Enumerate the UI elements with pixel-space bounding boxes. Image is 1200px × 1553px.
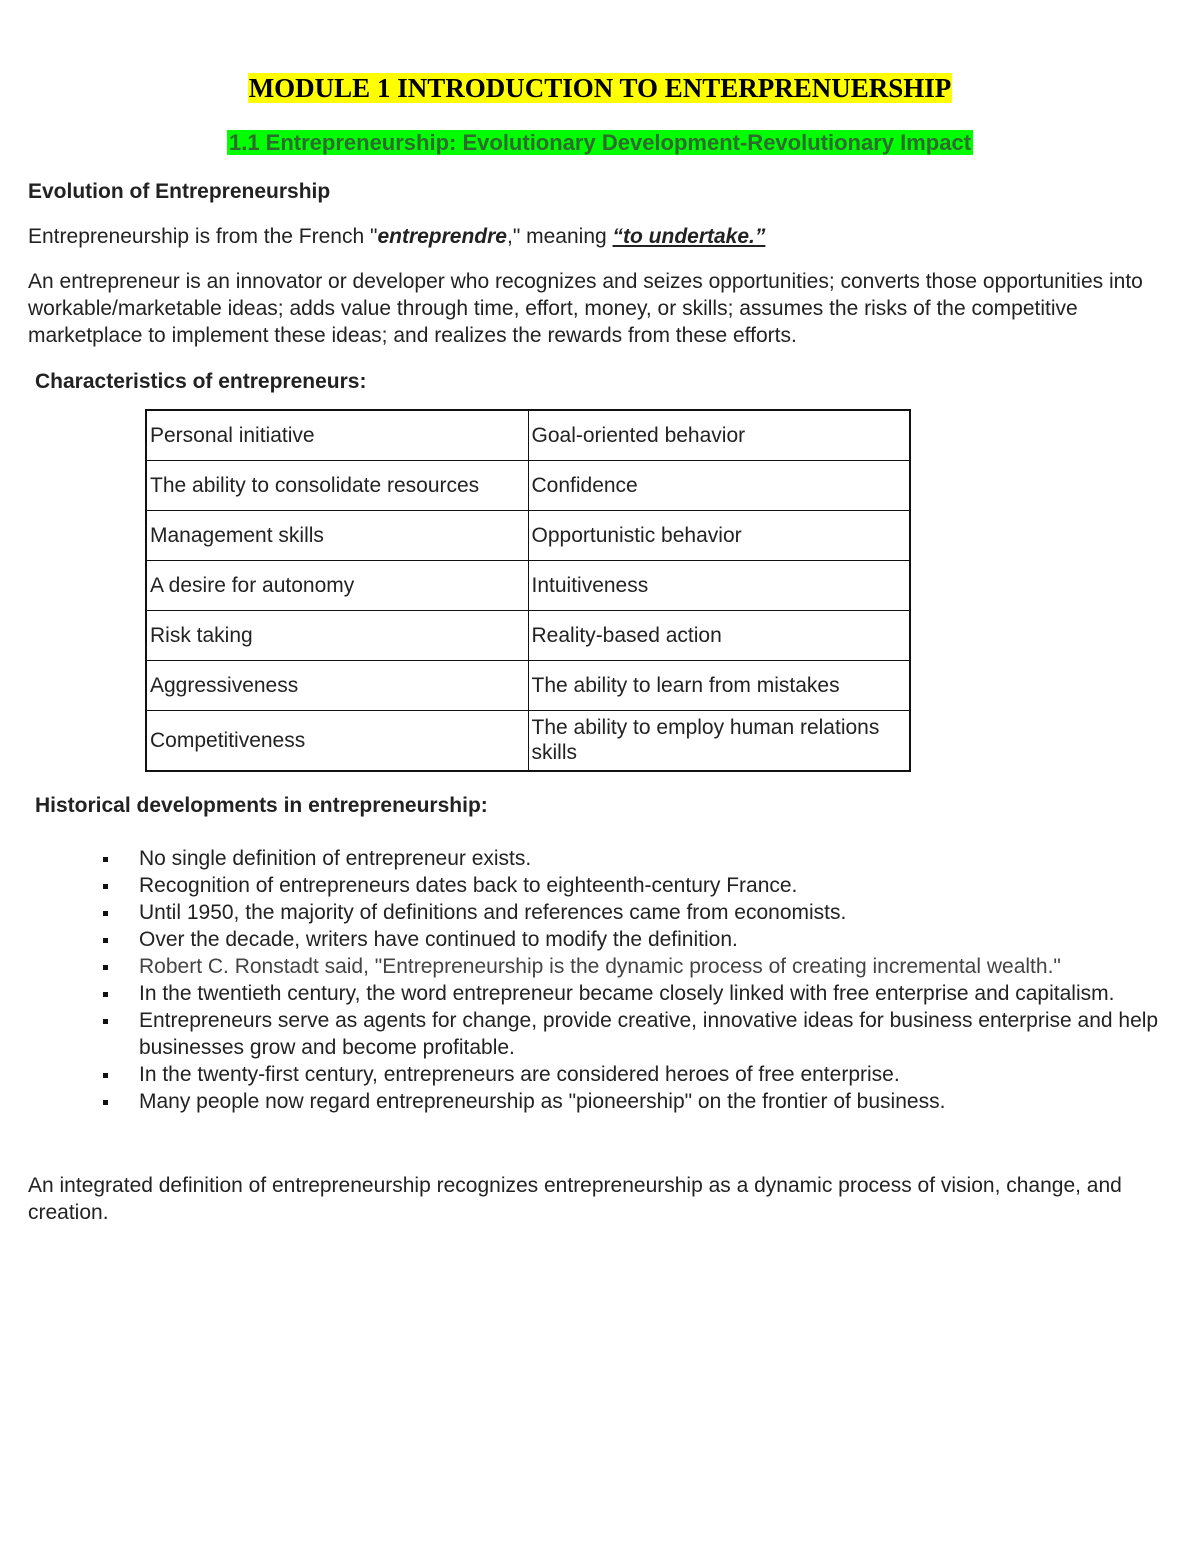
list-item: In the twentieth century, the word entrepreneur became closely linked with free enterprise and capitalism. — [0, 980, 1190, 1007]
historical-heading: Historical developments in entrepreneurship: — [35, 794, 488, 817]
origin-paragraph — [28, 223, 1178, 250]
integrated-definition: An integrated definition of entrepreneurship recognizes entrepreneurship as a dynamic process of vision, change, and creation. — [28, 1174, 1122, 1224]
table-row — [146, 560, 910, 610]
table-cell: Aggressiveness — [146, 660, 528, 710]
table-row — [146, 610, 910, 660]
table-cell: Confidence — [528, 460, 910, 510]
list-item: Robert C. Ronstadt said, "Entrepreneurship is the dynamic process of creating incremental wealth." — [0, 953, 1190, 980]
table-row — [146, 710, 910, 771]
list-item: Entrepreneurs serve as agents for change, provide creative, innovative ideas for business enterprise and help businesses grow and become profitable. — [0, 1007, 1190, 1061]
origin-word: entreprendre — [377, 225, 507, 248]
origin-meaning: “to undertake.” — [612, 225, 766, 248]
table-cell: Reality-based action — [528, 610, 910, 660]
characteristics-table — [145, 409, 911, 772]
module-title — [0, 72, 1200, 104]
list-item: Until 1950, the majority of definitions and references came from economists. — [0, 899, 1190, 926]
table-row — [146, 510, 910, 560]
list-item: Recognition of entrepreneurs dates back to eighteenth-century France. — [0, 872, 1190, 899]
table-cell: Goal-oriented behavior — [528, 410, 910, 460]
table-row — [146, 410, 910, 460]
list-item: Many people now regard entrepreneurship as "pioneership" on the frontier of business. — [0, 1088, 1190, 1115]
table-cell: Opportunistic behavior — [528, 510, 910, 560]
section-title-text: 1.1 Entrepreneurship: Evolutionary Development-Revolutionary Impact — [228, 130, 972, 155]
module-title-text: MODULE 1 INTRODUCTION TO ENTERPRENUERSHIP — [248, 73, 952, 103]
table-cell: Risk taking — [146, 610, 528, 660]
characteristics-heading: Characteristics of entrepreneurs: — [35, 370, 367, 393]
table-row — [146, 460, 910, 510]
list-item: In the twenty-first century, entrepreneurs are considered heroes of free enterprise. — [0, 1061, 1190, 1088]
historical-list — [0, 845, 1190, 1115]
table-cell: Personal initiative — [146, 410, 528, 460]
list-item: No single definition of entrepreneur exists. — [0, 845, 1190, 872]
origin-mid: ," meaning — [507, 225, 613, 248]
table-cell: Competitiveness — [146, 710, 528, 771]
evolution-heading: Evolution of Entrepreneurship — [28, 180, 331, 203]
origin-prefix: Entrepreneurship is from the French " — [28, 225, 378, 248]
list-item: Over the decade, writers have continued to modify the definition. — [0, 926, 1190, 953]
table-cell: A desire for autonomy — [146, 560, 528, 610]
section-title — [0, 128, 1200, 158]
table-cell: Management skills — [146, 510, 528, 560]
table-cell: The ability to learn from mistakes — [528, 660, 910, 710]
table-cell: The ability to employ human relations skills — [528, 710, 910, 771]
definition-paragraph: An entrepreneur is an innovator or developer who recognizes and seizes opportunities; converts those opportunities into workable/marketable ideas; adds value through time, effort, money, or skills; assumes the risks of the competitive marketplace to implement these ideas; and realizes the rewards from these efforts. — [28, 270, 1143, 347]
table-cell: The ability to consolidate resources — [146, 460, 528, 510]
table-cell: Intuitiveness — [528, 560, 910, 610]
table-row — [146, 660, 910, 710]
